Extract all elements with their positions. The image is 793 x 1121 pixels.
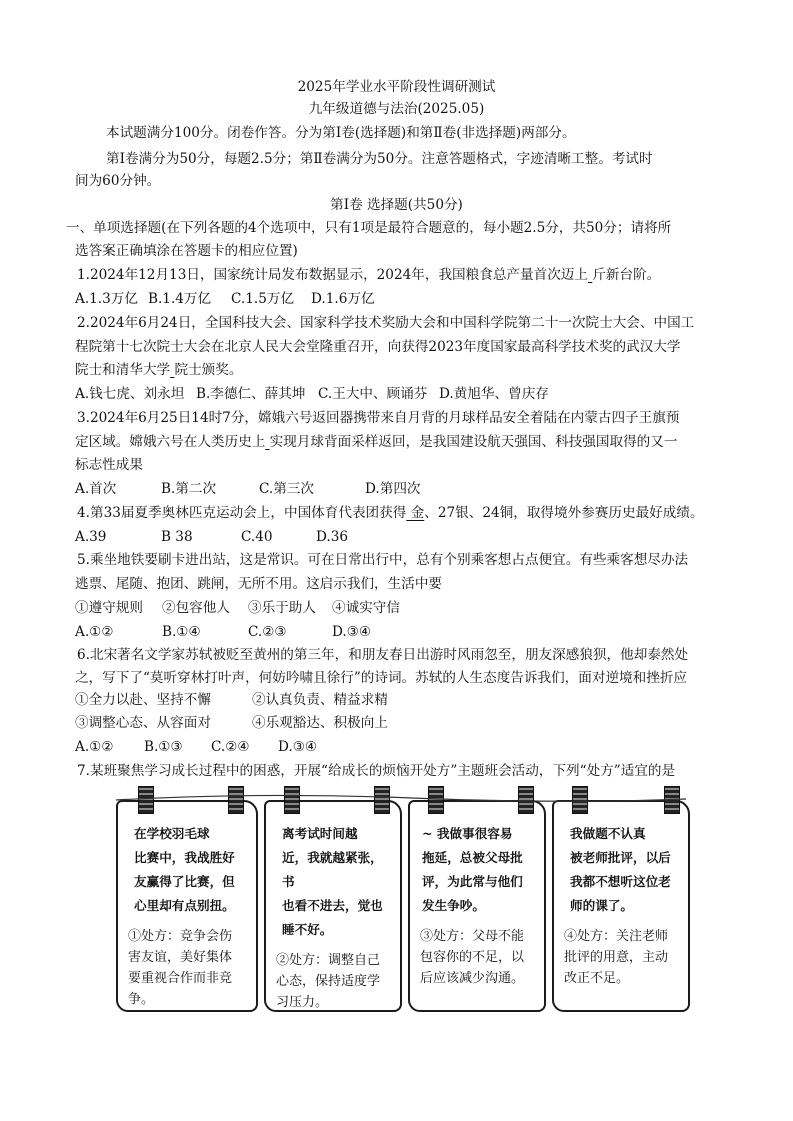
q2-option-c: C.王大中、顾诵芬 bbox=[318, 386, 428, 402]
intro-line-3: 间为60分钟。 bbox=[75, 173, 161, 189]
q5-option-d: D.③④ bbox=[332, 624, 372, 640]
q1-option-b: B.1.4万亿 bbox=[148, 291, 212, 307]
binder-clip-icon bbox=[374, 786, 390, 814]
question-2-line-3: 院士和清华大学 院士颁奖。 bbox=[75, 362, 243, 378]
q6-item-2: ②认真负责、精益求精 bbox=[252, 692, 388, 708]
question-4-blank: 金 bbox=[406, 505, 425, 521]
question-7-stem: 7.某班聚焦学习成长过程中的困惑，开展“给成长的烦恼开处方”主题班会活动，下列“处方”适宜的是 bbox=[77, 763, 676, 779]
q5-item-1: ①遵守规则 bbox=[75, 600, 143, 616]
question-3-line-1: 3.2024年6月25日14时7分，嫦娥六号返回器携带来自月背的月球样品安全着陆在内蒙古四子王旗预 bbox=[77, 410, 680, 426]
q6-item-1: ①全力以赴、坚持不懈 bbox=[75, 692, 211, 708]
question-6-line-2: 之，写下了“莫听穿林打叶声，何妨吟啸且徐行”的诗词。苏轼的人生态度告诉我们，面对逆境和挫折应 bbox=[75, 670, 688, 686]
question-5-line-1: 5.乘坐地铁要刷卡进出站，这是常识。可在日常出行中，总有个别乘客想占点便宜。有些乘客想尽办法 bbox=[77, 552, 689, 568]
q2-option-a: A.钱七虎、刘永坦 bbox=[75, 386, 185, 402]
q6-option-c: C.②④ bbox=[211, 739, 250, 755]
card-2-problem: 离考试时间越 近，我就越紧张，书 也看不进去，觉也 睡不好。 bbox=[282, 826, 383, 937]
q5-option-a: A.①② bbox=[75, 624, 114, 640]
section-instructions-2: 选答案正确填涂在答题卡的相应位置) bbox=[75, 243, 298, 259]
binder-clip-icon bbox=[518, 786, 534, 814]
q3-option-c: C.第三次 bbox=[259, 481, 315, 497]
exam-title: 2025年学业水平阶段性调研测试 bbox=[297, 79, 496, 95]
q5-item-2: ②包容他人 bbox=[162, 600, 230, 616]
q3-option-a: A.首次 bbox=[75, 481, 117, 497]
binder-clip-icon bbox=[428, 786, 444, 814]
advice-card-3 bbox=[408, 800, 546, 1012]
q4-option-c: C.40 bbox=[241, 529, 273, 545]
q3-option-d: D.第四次 bbox=[365, 481, 421, 497]
intro-line-2: 第Ⅰ卷满分为50分，每题2.5分；第Ⅱ卷满分为50分。注意答题格式，字迹清晰工整。考试时 bbox=[106, 151, 653, 167]
q5-option-c: C.②③ bbox=[248, 624, 287, 640]
q6-item-4: ④乐观豁达、积极向上 bbox=[252, 715, 388, 731]
exam-subtitle: 九年级道德与法治(2025.05) bbox=[308, 101, 485, 117]
q5-item-4: ④诚实守信 bbox=[332, 600, 400, 616]
section-instructions-1: 一、单项选择题(在下列各题的4个选项中，只有1项是最符合题意的，每小题2.5分，共50分；请将所 bbox=[66, 220, 672, 236]
binder-clip-icon bbox=[228, 786, 244, 814]
q2-option-d: D.黄旭华、曾庆存 bbox=[439, 386, 549, 402]
q5-option-b: B.①④ bbox=[162, 624, 201, 640]
binder-clip-icon bbox=[572, 786, 588, 814]
q1-option-c: C.1.5万亿 bbox=[231, 291, 295, 307]
q4-option-d: D.36 bbox=[316, 529, 349, 545]
question-6-line-1: 6.北宋著名文学家苏轼被贬至黄州的第三年，和朋友春日出游时风雨忽至，朋友深感狼狈，他却泰然处 bbox=[77, 647, 689, 663]
question-1-stem: 1.2024年12月13日，国家统计局发布数据显示，2024年，我国粮食总产量首次迈上 斤新台阶。 bbox=[77, 267, 661, 283]
question-2-line-2: 程院第十七次院士大会在北京人民大会堂隆重召开，向获得2023年度国家最高科学技术奖的武汉大学 bbox=[75, 339, 681, 355]
binder-clip-icon bbox=[664, 786, 680, 814]
card-3-problem: ~ 我做事很容易 拖延，总被父母批 评，为此常与他们 发生争吵。 bbox=[422, 826, 523, 913]
card-1-advice: ①处方：竞争会伤 害友谊，美好集体 要重视合作而非竞 争。 bbox=[128, 929, 233, 1007]
q5-item-3: ③乐于助人 bbox=[248, 600, 316, 616]
binder-clip-icon bbox=[284, 786, 300, 814]
q6-option-a: A.①② bbox=[75, 739, 114, 755]
card-1-problem: 在学校羽毛球 比赛中，我战胜好 友赢得了比赛，但 心里却有点别扭。 bbox=[134, 826, 235, 913]
q6-item-3: ③调整心态、从容面对 bbox=[75, 715, 211, 731]
q1-option-a: A.1.3万亿 bbox=[75, 291, 138, 307]
section-title: 第Ⅰ卷 选择题(共50分) bbox=[330, 197, 463, 213]
q6-option-b: B.①③ bbox=[144, 739, 183, 755]
q4-option-a: A.39 bbox=[75, 529, 107, 545]
card-2-advice: ②处方：调整自己 心态，保持适度学 习压力。 bbox=[276, 953, 381, 1010]
q2-option-b: B.李德仁、薛其坤 bbox=[196, 386, 306, 402]
q4-option-b: B 38 bbox=[161, 529, 193, 545]
q6-option-d: D.③④ bbox=[278, 739, 318, 755]
intro-line-1: 本试题满分100分。闭卷作答。分为第Ⅰ卷(选择题)和第Ⅱ卷(非选择题)两部分。 bbox=[106, 125, 576, 141]
advice-card-2 bbox=[264, 800, 402, 1012]
advice-card-1 bbox=[116, 800, 258, 1012]
question-5-line-2: 逃票、尾随、抱团、跳闸，无所不用。这启示我们，生活中要 bbox=[75, 576, 443, 592]
question-3-line-2: 定区域。嫦娥六号在人类历史上 实现月球背面采样返回，是我国建设航天强国、科技强国取得的又一 bbox=[75, 434, 678, 450]
card-4-problem: 我做题不认真 被老师批评，以后 我都不想听这位老 师的课了。 bbox=[570, 826, 671, 913]
q3-option-b: B.第二次 bbox=[161, 481, 217, 497]
question-2-line-1: 2.2024年6月24日，全国科技大会、国家科学技术奖励大会和中国科学院第二十一次院士大会、中国工 bbox=[77, 315, 695, 331]
binder-clip-icon bbox=[138, 786, 154, 814]
card-3-advice: ③处方：父母不能 包容你的不足，以 后应该减少沟通。 bbox=[420, 929, 525, 986]
card-4-advice: ④处方：关注老师 批评的用意，主动 改正不足。 bbox=[564, 929, 669, 986]
q1-option-d: D.1.6万亿 bbox=[311, 291, 375, 307]
question-3-line-3: 标志性成果 bbox=[75, 457, 143, 473]
advice-card-4 bbox=[552, 800, 690, 1012]
question-4-stem: 4.第33届夏季奥林匹克运动会上，中国体育代表团获得 金、27银、24铜，取得境外参赛历史最好成绩。 bbox=[77, 505, 704, 521]
